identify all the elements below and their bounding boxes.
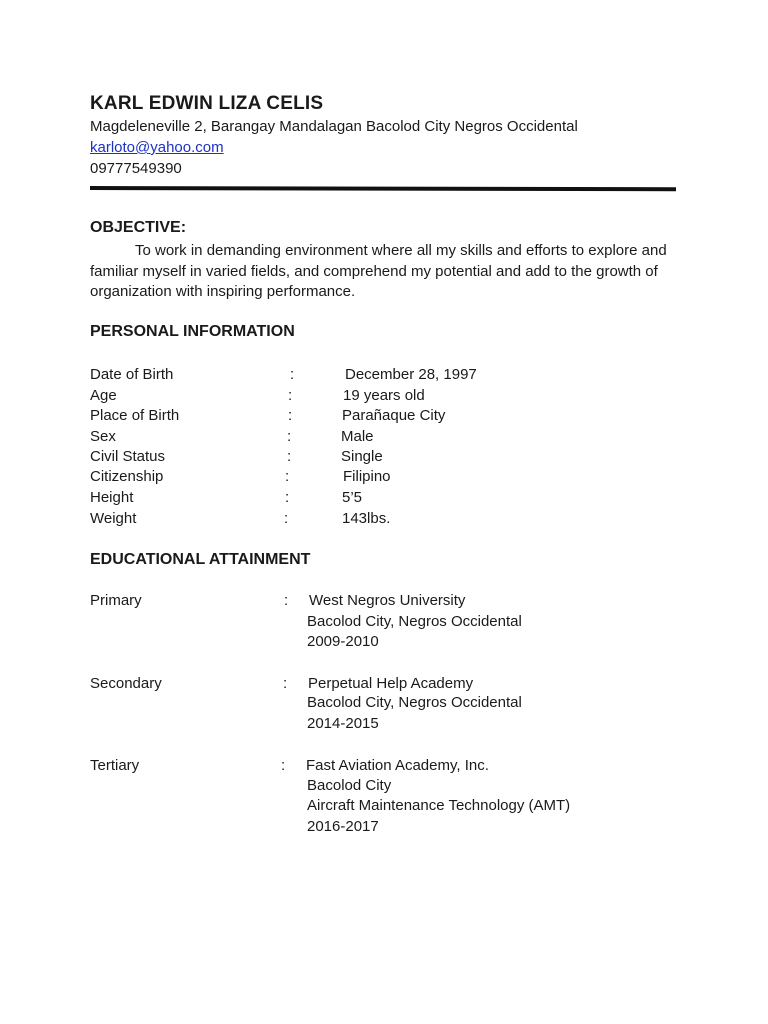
row-value: Parañaque City	[342, 407, 446, 424]
row-label: Weight	[90, 510, 137, 527]
education-separator: :	[284, 592, 289, 609]
row-value: 19 years old	[343, 387, 425, 404]
education-separator: :	[283, 675, 288, 692]
school-location: Bacolod City	[307, 777, 392, 794]
personal-row	[0, 448, 768, 468]
applicant-name: KARL EDWIN LIZA CELIS	[90, 93, 324, 114]
education-separator: :	[281, 757, 286, 774]
education-level: Primary	[90, 592, 142, 609]
school-years: 2014-2015	[307, 715, 379, 732]
row-value: 143lbs.	[342, 510, 391, 527]
email-link[interactable]: karloto@yahoo.com	[90, 139, 224, 156]
personal-row	[0, 510, 768, 530]
row-label: Height	[90, 489, 134, 506]
objective-line: To work in demanding environment where all my skills and efforts to explore and	[135, 242, 667, 259]
objective-heading: OBJECTIVE:	[90, 219, 187, 236]
row-separator: :	[288, 407, 293, 424]
row-label: Place of Birth	[90, 407, 180, 424]
row-label: Citizenship	[90, 468, 164, 485]
school-program: Aircraft Maintenance Technology (AMT)	[307, 797, 571, 814]
row-separator: :	[287, 428, 292, 445]
phone-number: 09777549390	[90, 160, 182, 177]
row-label: Sex	[90, 428, 116, 445]
row-label: Civil Status	[90, 448, 166, 465]
school-name: Perpetual Help Academy	[308, 675, 474, 692]
row-value: December 28, 1997	[345, 366, 477, 383]
objective-line: familiar myself in varied fields, and comprehend my potential and add to the growth of	[90, 262, 658, 280]
school-location: Bacolod City, Negros Occidental	[307, 613, 522, 630]
row-separator: :	[290, 366, 295, 383]
education-level: Tertiary	[90, 757, 140, 774]
row-value: Single	[341, 448, 383, 465]
school-name: Fast Aviation Academy, Inc.	[306, 757, 489, 774]
row-separator: :	[288, 387, 293, 404]
row-value: Filipino	[343, 468, 391, 485]
objective-text	[90, 241, 680, 303]
objective-line: organization with inspiring performance.	[90, 283, 356, 300]
address: Magdeleneville 2, Barangay Mandalagan Bacolod City Negros Occidental	[90, 118, 578, 135]
row-separator: :	[285, 489, 290, 506]
personal-row	[0, 407, 768, 427]
personal-info-heading: PERSONAL INFORMATION	[90, 323, 295, 340]
row-value: 5’5	[342, 489, 363, 506]
header-divider	[90, 186, 676, 191]
school-years: 2016-2017	[307, 818, 379, 835]
personal-row	[0, 468, 768, 488]
personal-row	[0, 387, 768, 407]
education-level: Secondary	[90, 675, 162, 692]
school-location: Bacolod City, Negros Occidental	[307, 694, 522, 711]
school-name: West Negros University	[309, 592, 466, 609]
row-separator: :	[284, 510, 289, 527]
personal-row	[0, 489, 768, 509]
school-years: 2009-2010	[307, 633, 379, 650]
personal-row	[0, 366, 768, 386]
personal-row	[0, 428, 768, 448]
row-value: Male	[341, 428, 374, 445]
row-label: Age	[90, 387, 117, 404]
row-label: Date of Birth	[90, 366, 174, 383]
row-separator: :	[287, 448, 292, 465]
row-separator: :	[285, 468, 290, 485]
education-heading: EDUCATIONAL ATTAINMENT	[90, 551, 311, 568]
